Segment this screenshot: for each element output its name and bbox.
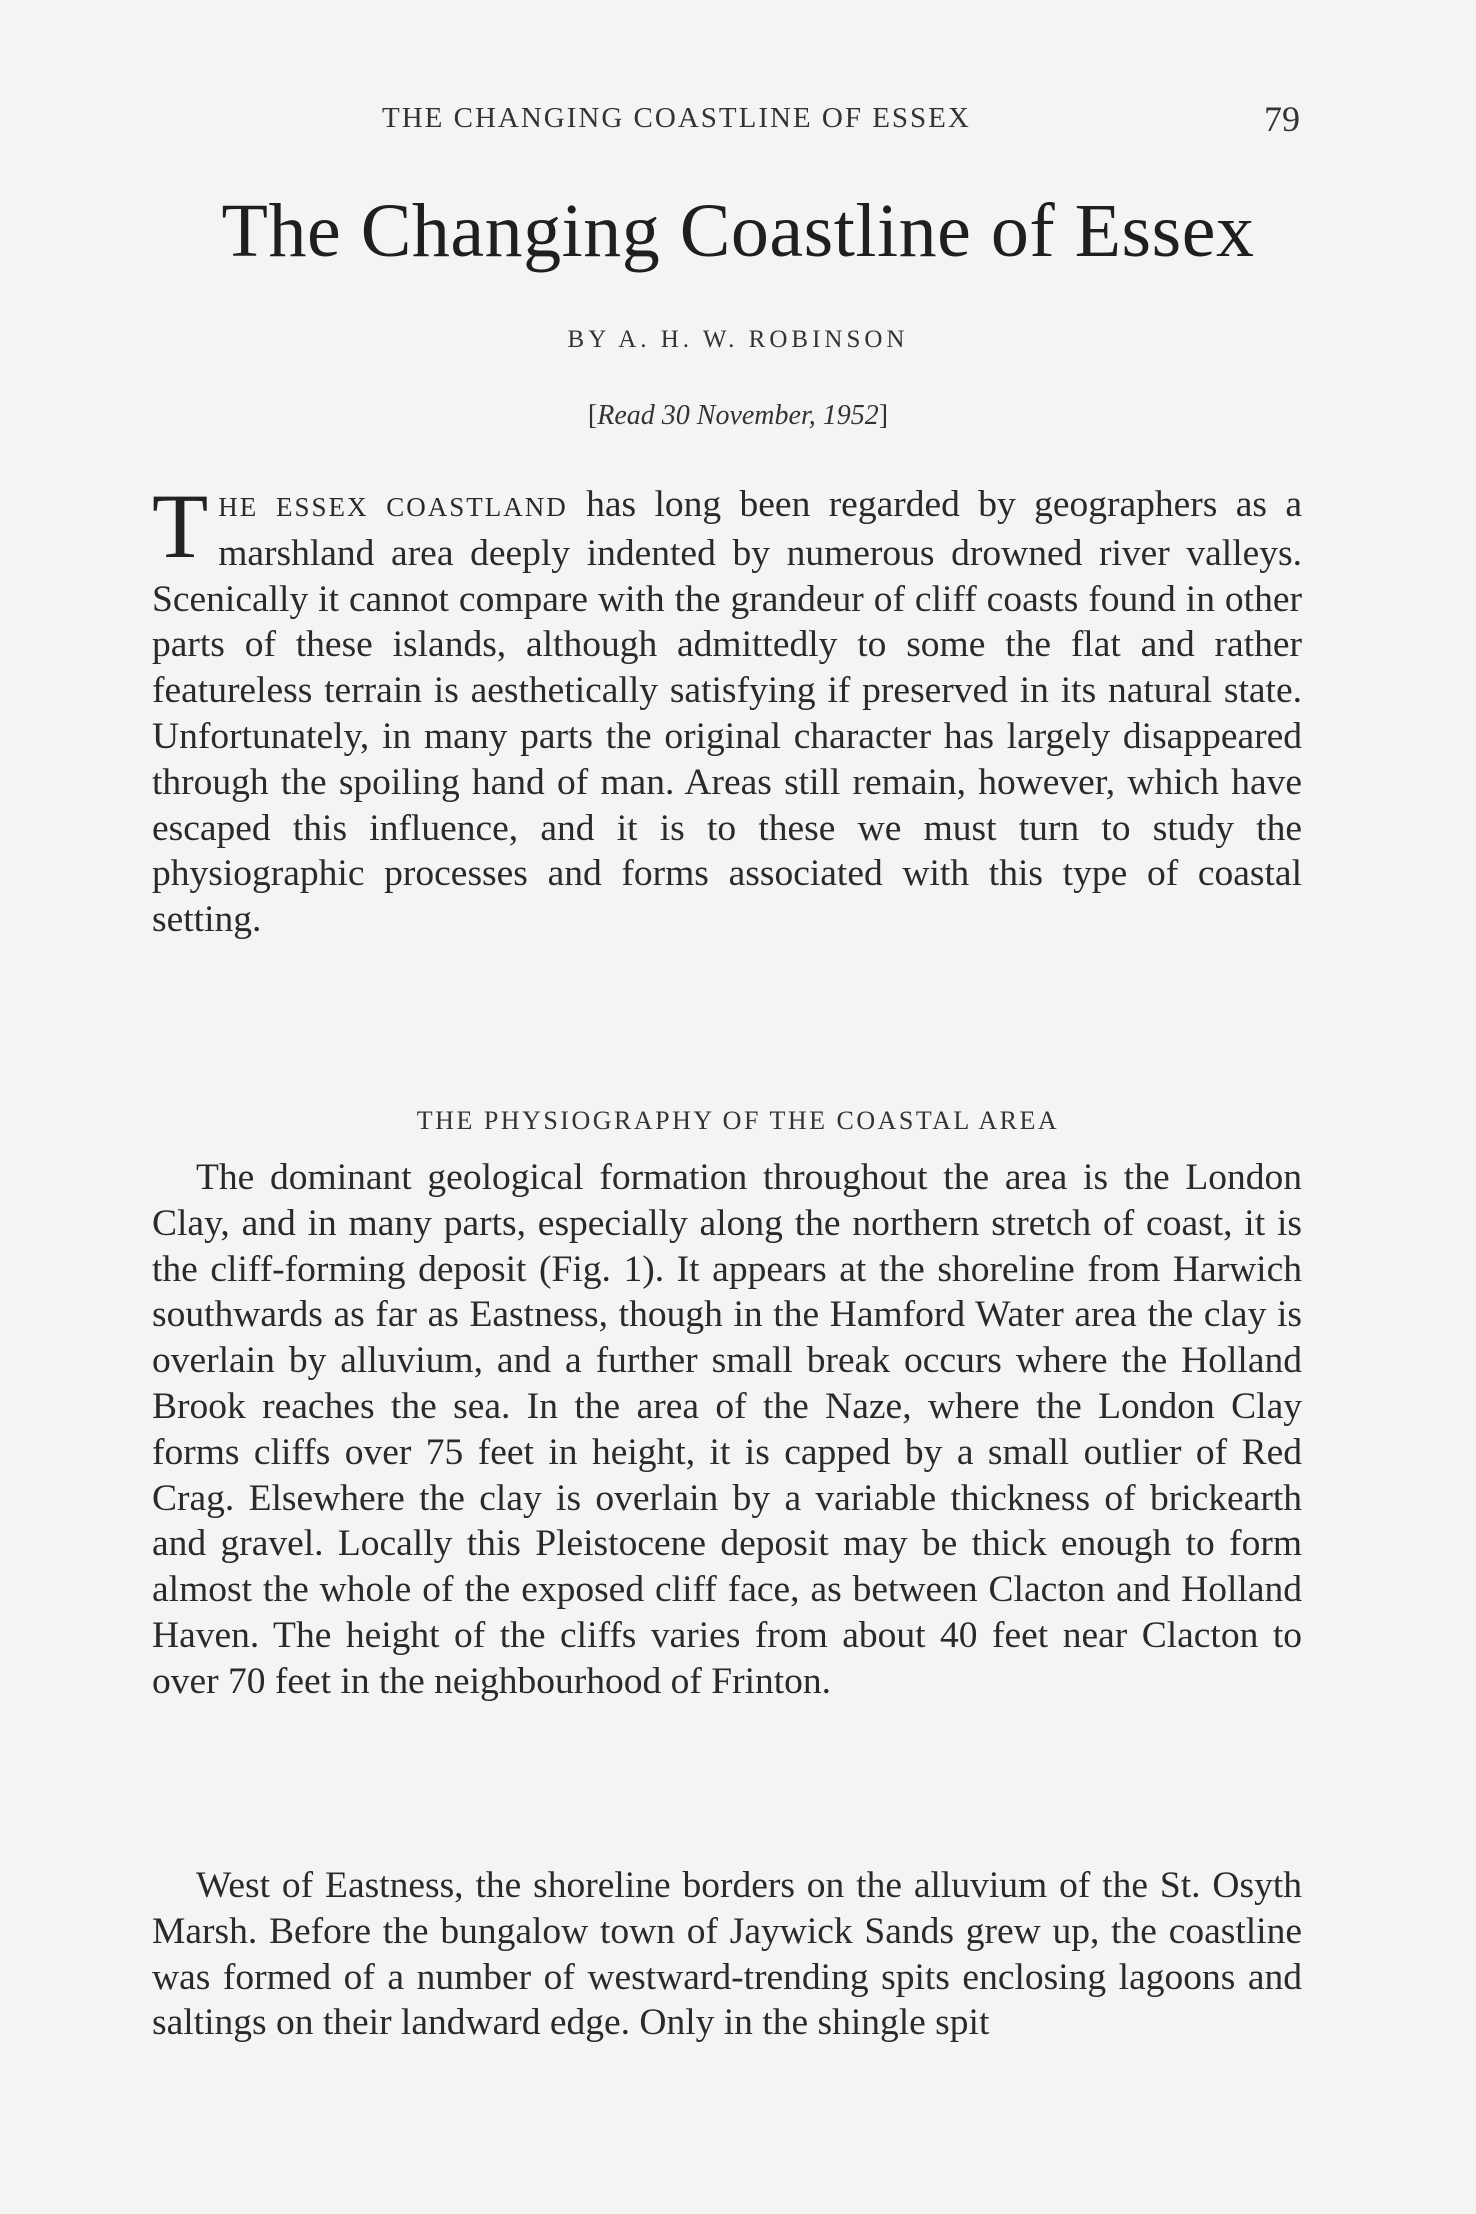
page-number: 79 [1264,99,1300,139]
read-date-close-bracket: ] [878,400,889,431]
intro-smallcaps: HE ESSEX COASTLAND [218,492,568,522]
drop-cap: T [152,475,209,577]
intro-text: has long been regarded by geographers as a marshland area deeply indented by numerous drowned river valleys. Scenically it cannot compare with the grandeur of cliff coasts found in other parts of these islands, although admittedly to some the flat and rather featureless terrain is aesthetically satisfying if preserved in its natural state. Unfortunately, in many parts the original character has largely disappeared through the spoiling hand of man. Areas still remain, however, which have escaped this influence, and it is to these we must turn to study the physiographic processes and forms associated with this type of coastal setting. [152,484,1302,941]
read-date [0,400,1476,432]
paragraph-text: West of Eastness, the shoreline borders on the alluvium of the St. Osyth Marsh. Before the bungalow town of Jaywick Sands grew up, the coastline was formed of a number of westward-trending spits enclosing lagoons and saltings on their landward edge. Only in the shingle spit [152,1865,1302,2044]
body-paragraph-1 [152,1155,1302,1705]
article-title: The Changing Coastline of Essex [221,189,1255,273]
running-head [150,99,1300,142]
author-byline: BY A. H. W. ROBINSON [567,326,909,353]
paragraph-text: The dominant geological formation throughout the area is the London Clay, and in many parts, especially along the northern stretch of coast, it is the cliff-forming deposit (Fig. 1). It appears at the shoreline from Harwich southwards as far as Eastness, though in the Hamford Water area the clay is overlain by alluvium, and a further small break occurs where the Holland Brook reaches the sea. In the area of the Naze, where the London Clay forms cliffs over 75 feet in height, it is capped by a small outlier of Red Crag. Elsewhere the clay is overlain by a variable thickness of brickearth and gravel. Locally this Pleistocene deposit may be thick enough to form almost the whole of the exposed cliff face, as between Clacton and Holland Haven. The height of the cliffs varies from about 40 feet near Clacton to over 70 feet in the neighbourhood of Frinton. [152,1157,1302,1702]
intro-paragraph [152,475,1302,943]
body-paragraph-2 [152,1863,1302,2046]
read-date-open-bracket: [ [587,400,598,431]
running-title: THE CHANGING COASTLINE OF ESSEX [382,102,971,134]
section-heading: THE PHYSIOGRAPHY OF THE COASTAL AREA [416,1106,1060,1135]
read-date-text: Read 30 November, 1952 [597,400,879,431]
